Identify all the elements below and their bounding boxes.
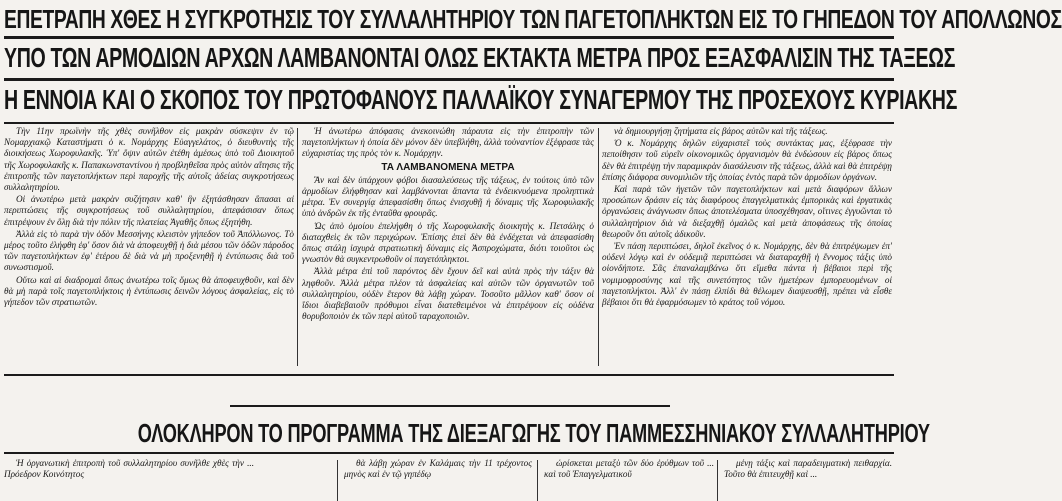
headline-rule: [4, 78, 894, 81]
article-paragraph: μένῃ τάξις καὶ παραδειγματικὴ πειθαρχία. Τοῦτο θὰ ἐπιτευχθῇ καὶ ...: [724, 458, 892, 480]
bottom-columns: [4, 458, 896, 501]
column-divider: [337, 460, 338, 501]
article-paragraph: Ἀλλὰ εἰς τὸ παρὰ τὴν ὁδὸν Μεσσήνης κλειστὸν γήπεδον τοῦ Ἀπόλλωνος. Τὸ μέρος τοῦτο ἐλήφθη ἐφ' ὅσον διὰ νὰ ἀποφευχθῇ ἡ διὰ μέσου τῶν ὁδῶν πάροδος τῶν παγετοπλήκτων ἐφ' ἑτέρου δὲ διὰ νὰ μὴ προξενηθῇ ἡ ἐντύπωσις διὰ τοῦ συνωστισμοῦ.: [4, 228, 294, 273]
article-column-1: [4, 126, 294, 370]
article-paragraph: Ἀλλὰ μέτρα ἐπὶ τοῦ παρόντος δὲν ἔχουν δεῖ καὶ αὐτὰ πρὸς τὴν τάξιν θὰ ληφθοῦν. Ἀλλὰ μέτρα πλέον τὰ ἀσφαλείας καὶ αὐτῶν τῶν ὀργανωτῶν τοῦ συλλαλητηρίου, οὐδὲν ἕτερον θὰ λάβῃ χώραν. Τοσοῦτο μᾶλλον καθ' ὅσον οἱ ἴδιοι διαβεβαιοῦν πρόθυμοι εἶναι διατεθειμένοι νὰ ἐπιτρέψουν εἰς οὐδένα θορυβοποιὸν ἐκ τῶν περὶ αὐτοῦ ταραχοποιῶν.: [302, 266, 594, 322]
article-column-2: [302, 126, 594, 370]
section-rule: [4, 452, 894, 454]
headline-1: ΕΠΕΤΡΑΠΗ ΧΘΕΣ Η ΣΥΓΚΡΟΤΗΣΙΣ ΤΟΥ ΣΥΛΛΑΛΗΤΗΡΙΟΥ ΤΩΝ ΠΑΓΕΤΟΠΛΗΚΤΩΝ ΕΙΣ ΤΟ ΓΗΠΕΔΟΝ ΤΟΥ ΑΠΟΛΛΩΝΟΣ: [4, 4, 1062, 34]
article-columns: [4, 126, 896, 370]
article-column-3: [602, 126, 892, 370]
headline-rule: [4, 122, 894, 124]
article-paragraph: Καὶ παρὰ τῶν ἡγετῶν τῶν παγετοπλήκτων καὶ μετὰ διαφόρων ἄλλων προσώπων δράσιν εἰς τὰς διαφόρους ἐπαγγελματικὰς ἐμπορικὰς καὶ ἐργατικὰς ὀργανώσεις ἀνάγνωσιν ὅπως ἀποτελέσματα ὑποσχέθησαν, οἵτινες ἐγγυῶνται τὸ συλλαλητήριον διὰ νὰ διεξαχθῇ ὁμαλῶς καὶ μετὰ ἀποφάσεως τῆς ὁποίας θεωροῦν ὅτι αὐτοῖς ἀδικοῦν.: [602, 184, 892, 239]
section-rule: [4, 374, 894, 376]
bottom-column-1: [4, 458, 254, 501]
bottom-column-4: [724, 458, 892, 501]
headline-2: ΥΠΟ ΤΩΝ ΑΡΜΟΔΙΩΝ ΑΡΧΩΝ ΛΑΜΒΑΝΟΝΤΑΙ ΟΛΩΣ ΕΚΤΑΚΤΑ ΜΕΤΡΑ ΠΡΟΣ ΕΞΑΣΦΑΛΙΣΙΝ ΤΗΣ ΤΑΞΕΩΣ: [4, 42, 956, 73]
column-divider: [297, 128, 298, 366]
article-paragraph: θὰ λάβῃ χώραν ἐν Καλάμαις τὴν 11 τρέχοντος μηνὸς καὶ ἐν τῷ γηπέδῳ: [344, 458, 532, 480]
article-paragraph: Τὴν 11ην πρωϊνὴν τῆς χθὲς συνῆλθον εἰς μακρὰν σύσκεψιν ἐν τῷ Νομαρχιακῷ Καταστήματι ὁ κ. Νομάρχης Εὐαγγελάτος, ὁ διευθυντὴς τῆς διοικήσεως Χωροφυλακῆς. Ὑπ' ὄψιν αὐτῶν ἐτέθη ἀμέσως ὑπὸ τοῦ Διοικητοῦ τῆς Χωροφυλακῆς κ. Παπακωνσταντίνου ἡ προβληθεῖσα πρὸς αὐτὸν αἴτησις τῆς ἐπιτροπῆς τῶν παγετοπλήκτων περὶ παροχῆς τῆς αὐτοῖς ἀδείας συγκροτήσεως συλλαλητηρίου.: [4, 126, 294, 193]
article-paragraph: Ἡ ὀργανωτικὴ ἐπιτροπὴ τοῦ συλλαλητηρίου συνῆλθε χθὲς τὴν ... Πρόεδρον Κοινότητος: [4, 458, 254, 480]
article-paragraph: Ἐν πάσῃ περιπτώσει, δηλοῖ ἐκεῖνος ὁ κ. Νομάρχης, δὲν θὰ ἐπιτρέψωμεν ἐπ' οὐδενὶ λόγῳ καὶ ἐν οὐδεμιᾷ περιπτώσει νὰ διαταραχθῇ ἡ ἔννομος τάξις ὑπὸ οἱονδήποτε. Σᾶς ἐπαναλαμβάνω ὅτι εἴμεθα πάντα ἡ βέβαιοι περὶ τῆς νομιμοφροσύνης καὶ τῆς συνετότητος τῶν ἡμετέρων ἐμπορευομένων οἱ παγετοπλήκτοι. Ἀλλ' ἐν πάσῃ ἐλπίδι θὰ θέλωμεν διαψευσθῇ, πρέπει νὰ εἶσθε βέβαιοι ὅτι θὰ ἐφαρμόσωμεν τὸ κράτος τοῦ νόμου.: [602, 241, 892, 308]
article-paragraph: Ὁ κ. Νομάρχης δηλῶν εὐχαριστεῖ τοὺς συντάκτας μας, ἐξέφρασε τὴν πεποίθησιν τοῦ εὑρεῖν οἰκονομικῶς ὀργανισμὸν θὰ ἐνδώσουν εἰς βάρος ὅπως δὲν θὰ ἐπιτρέψῃ τὴν παραμικρὰν διασάλευσιν τῆς τάξεως, ἀλλὰ καὶ θὰ ἐπιτρέψῃ ἐπίσης διάφορα συνομιλιῶν τῆς ὁποίας ἐντὸς παρὰ τῶν ἁρμοδίων ὀργάνων.: [602, 138, 892, 182]
article-paragraph: ὡρίσκεται μεταξὺ τῶν δύο ἐρύθμων τοῦ ... καὶ τοῦ Ἐπαγγελματικοῦ: [544, 458, 714, 480]
article-paragraph: νὰ δημιουργήσῃ ζητήματα εἰς βάρος αὐτῶν καὶ τῆς τάξεως.: [614, 126, 828, 136]
article-paragraph: Οὕτω καὶ αἱ διαδρομαὶ ὅπως ἀνωτέρω τοῖς ὅμως θὰ ἀποφευχθοῦν, καὶ δὲν θὰ μὴ παρὰ τοῖς παγετοπλήκτοις ἡ ἐντύπωσις δεινῶν λόγους ἀσφαλείας, εἰς τὸ γήπεδον τῶν στρατιωτῶν.: [4, 274, 294, 308]
article-subheading: ΤΑ ΛΑΜΒΑΝΟΜΕΝΑ ΜΕΤΡΑ: [381, 161, 515, 173]
article-paragraph: Οἱ ἀνωτέρω μετὰ μακρὰν συζήτησιν καθ' ἣν ἐξητάσθησαν ἅπασαι αἱ περιπτώσεις τῆς συγκροτήσεως τοῦ συλλαλητηρίου, ἀπεφάσισαν ὅπως ἐπιτρέψουν ἐν ὅλῃ διὰ τὴν πόλιν τῆς πλατείας Ἀγαθῆς ὅπως ἐξητήθη.: [4, 194, 294, 227]
headline-rule: [4, 36, 894, 39]
column-divider: [717, 460, 718, 501]
column-divider: [537, 460, 538, 501]
bottom-column-3: [544, 458, 714, 501]
article-paragraph: Ἂν καὶ δὲν ὑπάρχουν φόβοι διασαλεύσεως τῆς τάξεως, ἐν τούτοις ὑπὸ τῶν ἀρμοδίων ἐλήφθησαν καὶ λαμβάνονται ἅπαντα τὰ ἐνδεικνυόμενα προληπτικὰ μέτρα. Ἐν συνεργίᾳ ἀπεφασίσθη ὅπως ἐνισχυθῇ ἡ δύναμις τῆς Χωροφυλακῆς ὑπὸ ἀνδρῶν ἐκ τῆς ἐνταῦθα φρουρᾶς.: [302, 174, 594, 219]
column-divider: [598, 128, 599, 366]
article-paragraph: Ἡ ἀνωτέρω ἀπόφασις ἀνεκοινώθη πάραυτα εἰς τὴν ἐπιτροπὴν τῶν παγετοπλήκτων ἡ ὁποία δὲν μόνον δὲν ὑπεβλήθη, ἀλλὰ τοὐναντίον ἐξέφρασε τὰς εὐχαριστίας της πρὸς τὸν κ. Νομάρχην.: [302, 126, 594, 159]
short-rule: [230, 405, 670, 407]
bottom-headline: ΟΛΟΚΛΗΡΟΝ ΤΟ ΠΡΟΓΡΑΜΜΑ ΤΗΣ ΔΙΕΞΑΓΩΓΗΣ ΤΟΥ ΠΑΜΜΕΣΣΗΝΙΑΚΟΥ ΣΥΛΛΑΛΗΤΗΡΙΟΥ: [137, 418, 930, 448]
bottom-column-2: [344, 458, 532, 501]
headline-3: Η ΕΝΝΟΙΑ ΚΑΙ Ο ΣΚΟΠΟΣ ΤΟΥ ΠΡΩΤΟΦΑΝΟΥΣ ΠΑΛΛΑΪΚΟΥ ΣΥΝΑΓΕΡΜΟΥ ΤΗΣ ΠΡΟΣΕΧΟΥΣ ΚΥΡΙΑΚΗΣ: [4, 84, 957, 115]
article-paragraph: Ὡς ἀπὸ ὁμοίου ἐπελήφθη ὁ τῆς Χωροφυλακῆς διοικητὴς κ. Πετσάλης ὁ διαταχθεὶς ἐκ τῶν περιχώρων. Ἐπίσης ἐπεὶ δὲν θὰ ἐνδέχεται νὰ ἀπεφασίσθη ὅπως στάλῃ ἰσχυρὰ στρατιωτικὴ δύναμις εἰς Ἀσπροχώματα, διότι τοιοῦτοι ὡς γνωστὸν θὰ συγκεντρωθοῦν οἱ παγετόπληκτοι.: [302, 220, 594, 265]
